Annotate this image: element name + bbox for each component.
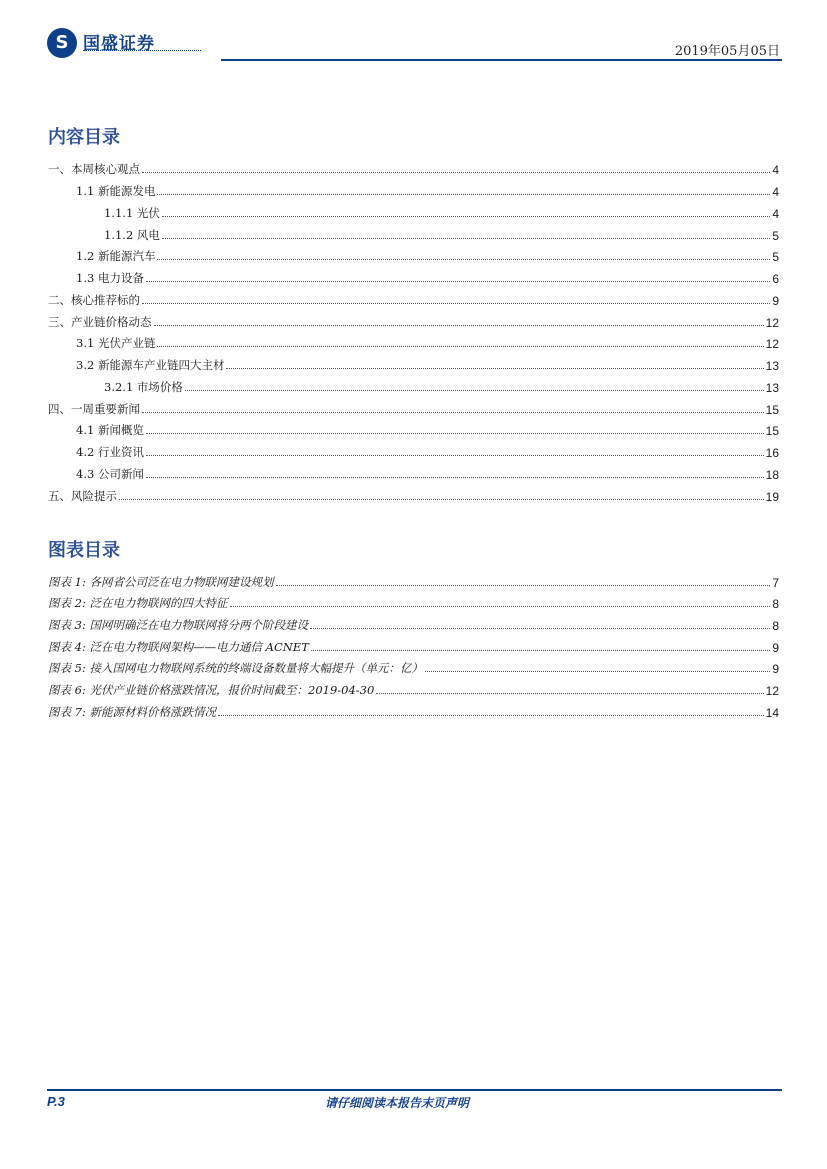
figure-entry-label: 图表 2: 泛在电力物联网的四大特征 [48,596,228,610]
toc-entry-page: 12 [765,316,779,330]
figure-entry-page: 9 [772,641,779,655]
disclaimer-note: 请仔细阅读本报告末页声明 [325,1096,470,1110]
figures-title: 图表目录 [48,540,120,561]
toc-entry[interactable] [48,486,779,504]
figure-entry-label: 图表 5: 接入国网电力物联网系统的终端设备数量将大幅提升（单元：亿） [48,661,423,675]
leader-dots [425,670,770,672]
toc-entry-page: 13 [765,381,779,395]
toc-entry-page: 18 [765,468,779,482]
toc-entry-page: 15 [765,424,779,438]
toc-entry[interactable] [76,181,779,199]
toc-entry-label: 五、风险提示 [48,489,117,503]
toc-entry[interactable] [76,268,779,286]
leader-dots [185,389,764,391]
toc-entry-page: 4 [772,163,779,177]
toc-entry-page: 4 [772,207,779,221]
leader-dots [157,193,770,195]
leader-dots [162,215,770,217]
figure-entry-label: 图表 6: 光伏产业链价格涨跌情况，报价时间截至：2019-04-30 [48,683,375,697]
figure-entry[interactable] [48,615,779,633]
figure-entry-page: 8 [772,597,779,611]
figure-entry-page: 7 [772,576,779,590]
leader-dots [146,454,764,456]
leader-dots [376,692,763,694]
leader-dots [311,649,770,651]
toc-entry-label: 1.1 新能源发电 [76,184,156,198]
toc-entry-page: 15 [765,403,779,417]
toc-entry-label: 1.2 新能源汽车 [76,249,156,263]
toc-entry[interactable] [76,420,779,438]
toc-entry[interactable] [76,355,779,373]
toc-entry-page: 9 [772,294,779,308]
figure-entry-label: 图表 4: 泛在电力物联网架构——电力通信 ACNET [48,640,309,654]
toc-entry-page: 6 [772,272,779,286]
toc-entry[interactable] [76,464,779,482]
leader-dots [146,432,764,434]
toc-entry[interactable] [48,159,779,177]
leader-dots [218,714,764,716]
toc-entry[interactable] [104,203,779,221]
page-number: P.3 [47,1094,65,1109]
leader-dots [154,324,764,326]
toc-entry[interactable] [48,290,779,308]
company-logo [47,26,207,60]
logo-icon: S [47,28,77,58]
leader-dots [146,476,764,478]
toc-entry-page: 16 [765,446,779,460]
leader-dots [276,584,771,586]
toc-entry-label: 3.1 光伏产业链 [76,336,156,350]
page-header [47,22,782,64]
toc-entry-page: 4 [772,185,779,199]
leader-dots [146,280,770,282]
leader-dots [142,411,764,413]
toc-entry-label: 4.3 公司新闻 [76,467,144,481]
toc-entry-label: 二、核心推荐标的 [48,293,140,307]
toc-entry[interactable] [76,246,779,264]
leader-dots [157,258,770,260]
logo-text: 国盛证券 [83,34,155,54]
figure-entry-page: 12 [765,684,779,698]
toc-entry-page: 19 [765,490,779,504]
header-divider [221,59,782,61]
toc-entry-page: 5 [772,250,779,264]
toc-entry-page: 12 [765,337,779,351]
figure-entry-label: 图表 1: 各网省公司泛在电力物联网建设规划 [48,575,274,589]
toc-entry[interactable] [76,442,779,460]
toc-entry[interactable] [104,225,779,243]
toc-entry-label: 1.3 电力设备 [76,271,144,285]
toc-entry-label: 四、一周重要新闻 [48,402,140,416]
toc-entry-label: 3.2.1 市场价格 [104,380,183,394]
figure-entry-page: 14 [765,706,779,720]
toc-entry-page: 13 [765,359,779,373]
toc-entry[interactable] [76,333,779,351]
report-date: 2019年05月05日 [674,44,780,59]
toc-entry-label: 1.1.2 风电 [104,228,160,242]
figure-entry[interactable] [48,572,779,590]
leader-dots [142,302,770,304]
toc-entry[interactable] [48,312,779,330]
leader-dots [157,345,763,347]
figure-entry[interactable] [48,593,779,611]
toc-entry[interactable] [104,377,779,395]
leader-dots [230,605,771,607]
figure-entry-page: 9 [772,662,779,676]
leader-dots [119,498,764,500]
toc-entry-label: 3.2 新能源车产业链四大主材 [76,358,225,372]
leader-dots [310,627,770,629]
figure-entry[interactable] [48,637,779,655]
figure-entry[interactable] [48,702,779,720]
figure-entry-label: 图表 3: 国网明确泛在电力物联网将分两个阶段建设 [48,618,308,632]
toc-entry-label: 1.1.1 光伏 [104,206,160,220]
leader-dots [142,171,770,173]
leader-dots [226,367,763,369]
toc-entry-page: 5 [772,229,779,243]
logo-subline [83,50,201,54]
figure-entry-page: 8 [772,619,779,633]
figure-entry[interactable] [48,680,779,698]
toc-entry-label: 一、本周核心观点 [48,162,140,176]
toc-entry-label: 4.2 行业资讯 [76,445,144,459]
toc-entry-label: 三、产业链价格动态 [48,315,152,329]
footer-divider [47,1089,782,1091]
leader-dots [162,237,770,239]
toc-entry-label: 4.1 新闻概览 [76,423,144,437]
toc-entry[interactable] [48,399,779,417]
figure-entry-label: 图表 7: 新能源材料价格涨跌情况 [48,705,217,719]
toc-title: 内容目录 [48,127,120,148]
figure-entry[interactable] [48,658,779,676]
